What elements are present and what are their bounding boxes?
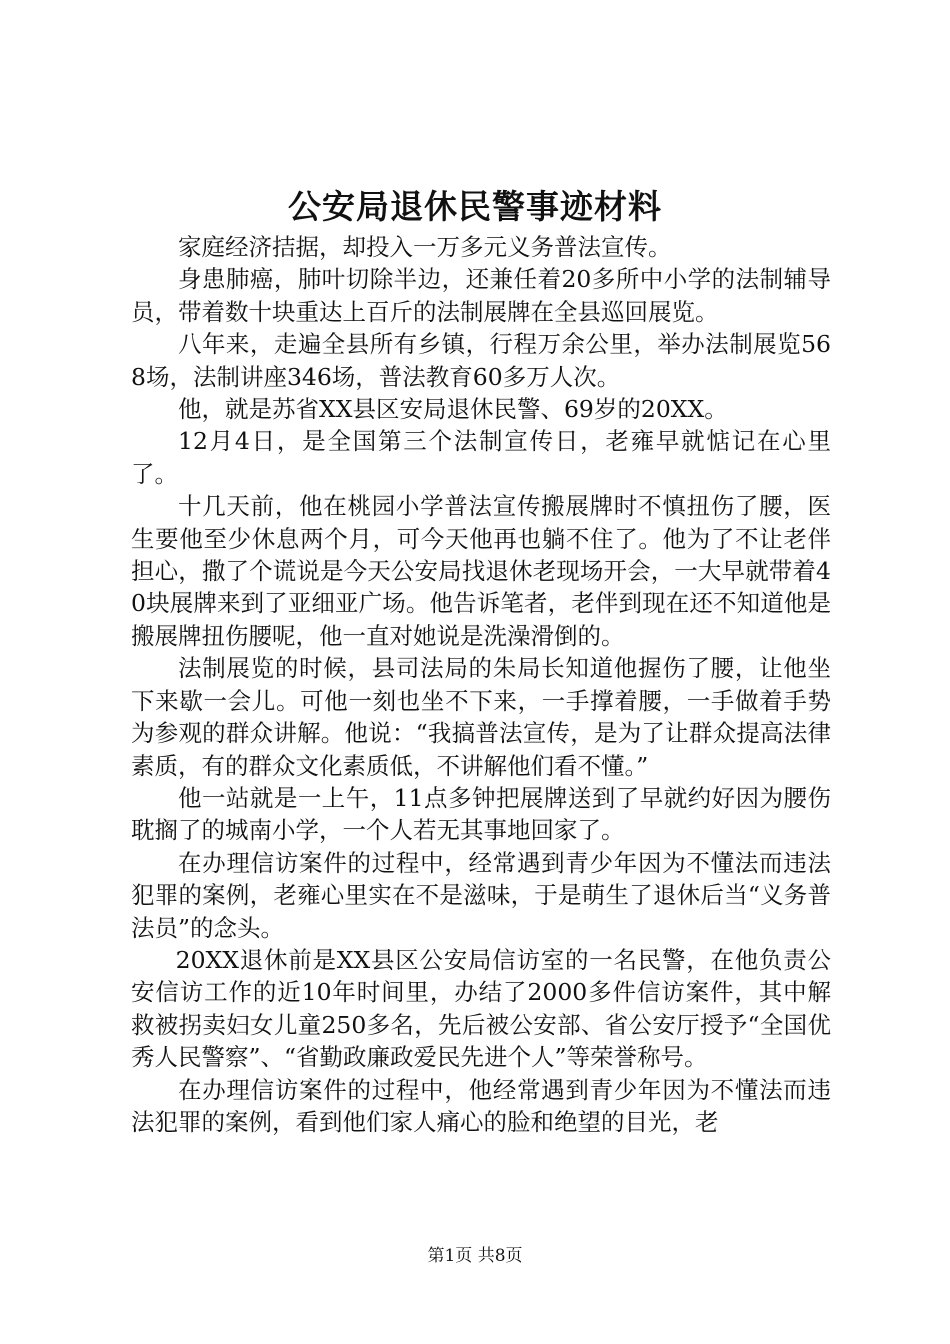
paragraph: 在办理信访案件的过程中，经常遇到青少年因为不懂法而违法犯罪的案例，老雍心里实在不是滋味，于是萌生了退休后当“义务普法员”的念头。 [131, 848, 831, 942]
document-title: 公安局退休民警事迹材料 [288, 187, 662, 226]
paragraph: 他一站就是一上午，11点多钟把展牌送到了早就约好因为腰伤耽搁了的城南小学，一个人若无其事地回家了。 [131, 783, 831, 845]
document-body [131, 231, 831, 1138]
paragraph: 在办理信访案件的过程中，他经常遇到青少年因为不懂法而违法犯罪的案例，看到他们家人痛心的脸和绝望的目光，老 [131, 1075, 831, 1136]
paragraph: 家庭经济拮据，却投入一万多元义务普法宣传。 [178, 233, 672, 261]
paragraph: 20XX退休前是XX县区公安局信访室的一名民警，在他负责公安信访工作的近10年时间里，办结了2000多件信访案件，其中解救被拐卖妇女儿童250多名，先后被公安部、省公安厅授予“全国优秀人民警察”、“省勤政廉政爱民先进个人”等荣誉称号。 [131, 945, 831, 1072]
page-number-footer: 第1页 共8页 [427, 1246, 523, 1266]
paragraph: 身患肺癌，肺叶切除半边，还兼任着20多所中小学的法制辅导员，带着数十块重达上百斤的法制展牌在全县巡回展览。 [131, 265, 831, 326]
paragraph: 他，就是苏省XX县区安局退休民警、69岁的20XX。 [178, 395, 728, 424]
paragraph: 12月4日，是全国第三个法制宣传日，老雍早就惦记在心里了。 [131, 427, 831, 488]
paragraph: 十几天前，他在桃园小学普法宣传搬展牌时不慎扭伤了腰，医生要他至少休息两个月，可今天他再也躺不住了。他为了不让老伴担心，撒了个谎说是今天公安局找退休老现场开会，一大早就带着40块展牌来到了亚细亚广场。他告诉笔者，老伴到现在还不知道他是搬展牌扭伤腰呢，他一直对她说是洗澡滑倒的。 [131, 492, 831, 650]
paragraph: 法制展览的时候，县司法局的朱局长知道他握伤了腰，让他坐下来歇一会儿。可他一刻也坐不下来，一手撑着腰，一手做着手势为参观的群众讲解。他说：“我搞普法宣传，是为了让群众提高法律素质，有的群众文化素质低，不讲解他们看不懂。” [131, 654, 831, 780]
paragraph: 八年来，走遍全县所有乡镇，行程万余公里，举办法制展览568场，法制讲座346场，普法教育60多万人次。 [131, 330, 831, 391]
